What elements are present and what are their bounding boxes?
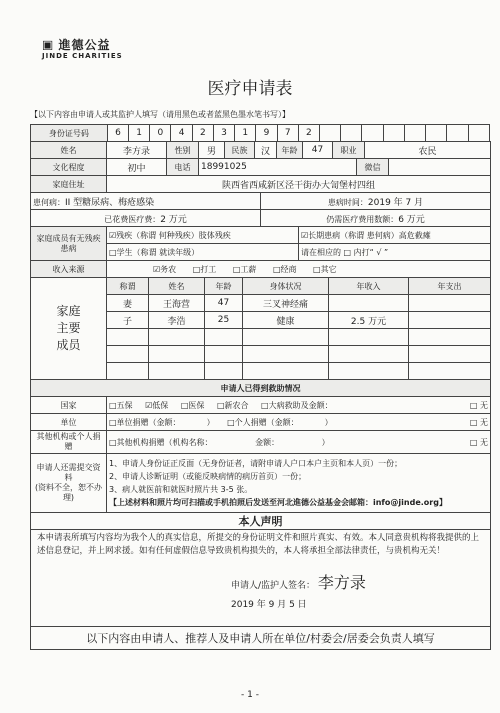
other-close: ） xyxy=(321,437,330,447)
id-digit[interactable]: 7 xyxy=(277,125,298,142)
signature-label: 申请人/监护人签名： xyxy=(231,581,316,591)
family-cell[interactable]: 25 xyxy=(205,312,243,329)
ethnic-field[interactable]: 汉 xyxy=(255,142,277,159)
family-col-health: 身体状况 xyxy=(243,278,329,295)
chronic-checkbox[interactable]: ☑长期患病（称谓 患何病）高危截瘫 xyxy=(299,227,491,244)
other-amount-label: 金额： xyxy=(255,437,280,447)
family-header-row xyxy=(31,278,491,295)
contact-row xyxy=(31,159,491,176)
phone-field[interactable]: 18991025 xyxy=(199,159,357,176)
family-cell[interactable] xyxy=(107,363,149,380)
id-digit[interactable] xyxy=(341,125,362,142)
family-cell[interactable] xyxy=(205,346,243,363)
edu-field[interactable]: 初中 xyxy=(107,159,167,176)
family-col-income: 年收入 xyxy=(329,278,409,295)
other-org-checkbox[interactable]: □其他机构捐赠（机构名称： xyxy=(109,437,213,447)
family-cell[interactable] xyxy=(409,329,491,346)
id-digit[interactable]: 1 xyxy=(235,125,256,142)
paid-label: 已花费医疗费： xyxy=(104,214,161,224)
materials-label: 申请人还需提交资料 xyxy=(36,463,101,482)
wechat-label: 微信 xyxy=(357,159,389,176)
aid-option-yibao[interactable]: □医保 xyxy=(180,400,205,410)
paid-cell[interactable] xyxy=(31,210,261,227)
family-cell[interactable] xyxy=(205,363,243,380)
aid-other-label: 其他机构或个人捐赠 xyxy=(31,431,107,454)
cost-row xyxy=(31,210,491,227)
age-field[interactable]: 47 xyxy=(303,142,333,159)
need-cell[interactable] xyxy=(261,210,491,227)
statement-body-row xyxy=(31,530,491,627)
id-digit[interactable]: 2 xyxy=(298,125,319,142)
family-cell[interactable] xyxy=(243,329,329,346)
family-label-line: 家庭 xyxy=(56,304,81,318)
aid-other-row xyxy=(31,431,491,454)
family-cell[interactable]: 健康 xyxy=(243,312,329,329)
family-cell[interactable]: 李浩 xyxy=(149,312,205,329)
materials-label-cell xyxy=(31,454,107,513)
income-option-salary[interactable]: □工薪 xyxy=(232,264,257,274)
family-cell[interactable] xyxy=(243,363,329,380)
aid-option-dibao[interactable]: ☑低保 xyxy=(145,400,169,410)
statement-cell xyxy=(31,530,491,627)
members-label: 家庭成员有无残疾患病 xyxy=(31,227,107,261)
family-cell[interactable] xyxy=(243,346,329,363)
aid-country-options xyxy=(107,397,491,414)
id-digit[interactable]: 6 xyxy=(107,125,128,142)
wechat-field[interactable] xyxy=(389,159,491,176)
family-cell[interactable] xyxy=(205,329,243,346)
aid-option-dabing[interactable]: □大病救助及金额： xyxy=(261,400,333,410)
aid-country-row xyxy=(31,397,491,414)
family-cell[interactable]: 三叉神经痛 xyxy=(243,295,329,312)
edu-label: 文化程度 xyxy=(31,159,107,176)
id-digit[interactable] xyxy=(404,125,425,142)
income-label: 收入来源 xyxy=(31,261,107,278)
unit-none-checkbox[interactable]: □ 无 xyxy=(469,417,488,427)
id-digit[interactable]: 2 xyxy=(192,125,213,142)
id-digit[interactable] xyxy=(362,125,383,142)
family-label-line: 成员 xyxy=(56,338,81,352)
id-digit[interactable] xyxy=(383,125,404,142)
address-label: 家庭住址 xyxy=(31,176,107,193)
id-digit[interactable] xyxy=(426,125,447,142)
id-digit[interactable]: 3 xyxy=(213,125,234,142)
members-row-1 xyxy=(31,227,491,244)
logo xyxy=(42,34,123,60)
name-field[interactable]: 李方录 xyxy=(107,142,167,159)
footer-text: 以下内容由申请人、推荐人及申请人所在单位/村委会/居委会负责人填写 xyxy=(31,627,491,650)
signature-date[interactable]: 2019 年 9 月 5 日 xyxy=(231,600,307,610)
aid-other-options xyxy=(107,431,491,454)
family-cell[interactable] xyxy=(409,295,491,312)
family-col-relation: 称谓 xyxy=(107,278,149,295)
student-checkbox[interactable]: □学生（称谓 就读年级） xyxy=(107,244,299,261)
family-cell[interactable] xyxy=(329,346,409,363)
application-form xyxy=(30,124,491,650)
page-number: - 1 - xyxy=(241,690,259,700)
family-cell[interactable] xyxy=(107,329,149,346)
disabled-checkbox[interactable]: ☑残疾（称谓 何种残疾）肢体残疾 xyxy=(107,227,299,244)
id-row xyxy=(31,125,490,142)
statement-title: 本人声明 xyxy=(31,513,491,530)
statement-body: 本申请表所填写内容均为我个人的真实信息，所提交的身份证明文件和照片真实、有效。本人同意贵机构将我提供的上述信息登记，并上网求援。如有任何虚假信息导致贵机构损失的，本人将承担全部法律责任，与贵机构无关！ xyxy=(37,533,480,556)
materials-item: 3、病人就医前和就医时照片共 3-5 张。 xyxy=(109,485,253,494)
logo-text: 進德公益 xyxy=(58,38,111,52)
need-label: 仍需医疗费用数额： xyxy=(326,214,399,224)
gender-label: 性别 xyxy=(167,142,199,159)
onset-label: 患病时间： xyxy=(327,197,368,207)
statement-title-row xyxy=(31,513,491,530)
aid-option-xinnonghe[interactable]: □新农合 xyxy=(216,400,249,410)
unit-donation-close: ） xyxy=(206,417,215,427)
aid-unit-row xyxy=(31,414,491,431)
fill-instruction: 【以下内容由申请人或其监护人填写（请用黑色或者蓝黑色墨水笔书写）】 xyxy=(30,110,290,119)
personal-donation-close: ） xyxy=(324,417,333,427)
family-cell[interactable] xyxy=(329,363,409,380)
family-cell[interactable]: 47 xyxy=(205,295,243,312)
family-cell[interactable] xyxy=(149,346,205,363)
logo-mark-icon: ▣ xyxy=(42,37,54,52)
family-cell[interactable] xyxy=(409,346,491,363)
id-label: 身份证号码 xyxy=(31,125,108,142)
family-label-line: 主要 xyxy=(56,321,81,335)
family-col-name: 姓名 xyxy=(149,278,205,295)
family-col-age: 年龄 xyxy=(205,278,243,295)
id-digit[interactable]: 4 xyxy=(171,125,192,142)
aid-unit-options xyxy=(107,414,491,431)
logo-english: JINDE CHARITIES xyxy=(42,52,123,60)
id-digit[interactable]: 1 xyxy=(129,125,150,142)
job-field[interactable]: 农民 xyxy=(365,142,491,159)
basic-info-row xyxy=(31,142,491,159)
family-cell[interactable] xyxy=(409,312,491,329)
footer-row xyxy=(31,627,491,650)
income-option-business[interactable]: □经商 xyxy=(272,264,297,274)
family-col-expense: 年支出 xyxy=(409,278,491,295)
other-none-checkbox[interactable]: □ 无 xyxy=(469,437,488,447)
family-label xyxy=(31,278,107,380)
family-cell[interactable] xyxy=(107,346,149,363)
onset-field: 2019 年 7 月 xyxy=(367,197,424,208)
materials-item: 1、申请人身份证正反面（无身份证者，请附申请人户口本户主页和本人页）一份； xyxy=(109,459,403,468)
family-cell[interactable] xyxy=(329,295,409,312)
phone-label: 电话 xyxy=(167,159,199,176)
id-digit[interactable]: 9 xyxy=(256,125,277,142)
materials-row xyxy=(31,454,491,513)
family-cell[interactable] xyxy=(329,329,409,346)
materials-list xyxy=(107,454,491,513)
income-option-farm[interactable]: ☑务农 xyxy=(153,264,177,274)
income-row xyxy=(31,261,491,278)
signature-line xyxy=(31,570,490,593)
id-digit[interactable] xyxy=(320,125,341,142)
page-title: 医疗申请表 xyxy=(207,79,293,99)
address-row xyxy=(31,176,491,193)
need-field: 6 万元 xyxy=(398,214,425,225)
aid-unit-label: 单位 xyxy=(31,414,107,431)
aid-option-wubao[interactable]: □五保 xyxy=(109,400,133,410)
personal-donation-checkbox[interactable]: □个人捐赠（金额： xyxy=(227,417,295,427)
ethnic-label: 民族 xyxy=(225,142,255,159)
materials-sub: (资料不全，恕不办理) xyxy=(34,483,103,502)
disease-cell[interactable] xyxy=(31,193,261,210)
aid-title: 申请人已得到救助情况 xyxy=(31,380,491,397)
job-label: 职业 xyxy=(333,142,365,159)
family-cell[interactable]: 妻 xyxy=(107,295,149,312)
paid-field: 2 万元 xyxy=(160,214,187,225)
aid-option-none[interactable]: □ 无 xyxy=(469,400,488,410)
signature[interactable]: 李方录 xyxy=(317,573,366,592)
age-label: 年龄 xyxy=(277,142,303,159)
gender-field[interactable]: 男 xyxy=(199,142,225,159)
disease-label: 患何病： xyxy=(33,197,65,207)
check-hint: 请在相应的 □ 内打“ √ ” xyxy=(299,244,491,261)
family-cell[interactable] xyxy=(409,363,491,380)
family-cell[interactable] xyxy=(149,363,205,380)
unit-donation-checkbox[interactable]: □单位捐赠（金额： xyxy=(109,417,177,427)
family-cell[interactable]: 王海营 xyxy=(149,295,205,312)
disease-row xyxy=(31,193,491,210)
family-cell[interactable]: 子 xyxy=(107,312,149,329)
income-options xyxy=(107,261,491,278)
id-digit[interactable] xyxy=(468,125,489,142)
disease-field: II 型糖尿病、梅疮感染 xyxy=(65,197,155,208)
name-label: 姓名 xyxy=(31,142,107,159)
aid-title-row xyxy=(31,380,491,397)
aid-country-label: 国家 xyxy=(31,397,107,414)
family-cell[interactable] xyxy=(149,329,205,346)
income-option-work[interactable]: □打工 xyxy=(192,264,217,274)
onset-cell[interactable] xyxy=(261,193,491,210)
family-cell[interactable]: 2.5 万元 xyxy=(329,312,409,329)
address-field[interactable]: 陕西省西咸新区泾干街办大訇堡村四组 xyxy=(107,176,491,193)
id-digit[interactable]: 0 xyxy=(150,125,171,142)
materials-item: 2、申请人诊断证明（或能反映病情的病历首页）一份； xyxy=(109,472,307,481)
id-digit[interactable] xyxy=(447,125,468,142)
materials-email-note: 【上述材料和照片均可扫描或手机拍照后发送至河北進德公益基金会邮箱：info@jinde.org】 xyxy=(109,498,447,507)
income-option-other[interactable]: □其它 xyxy=(313,264,337,274)
